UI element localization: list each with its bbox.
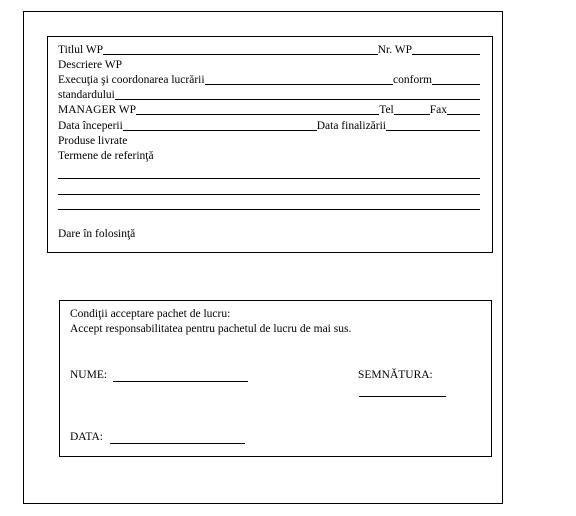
acceptance-heading: Condiţii acceptare pachet de lucru: — [70, 308, 231, 320]
wp-number-field[interactable] — [412, 54, 480, 55]
wp-title-field[interactable] — [103, 54, 378, 55]
reference-terms-line-2[interactable] — [58, 194, 480, 195]
reference-terms-line-3[interactable] — [58, 209, 480, 210]
date-field[interactable] — [110, 443, 245, 444]
reference-terms-row — [58, 149, 480, 163]
manager-label: MANAGER WP — [58, 104, 137, 116]
acceptance-statement: Accept responsabilitatea pentru pachetul de lucru de mai sus. — [70, 323, 352, 335]
title-row — [58, 43, 480, 57]
description-row — [58, 58, 480, 72]
execution-label: Execuţia şi coordonarea lucrării — [58, 74, 205, 86]
date-label: DATA: — [70, 431, 103, 443]
execution-row — [58, 73, 480, 87]
deliverables-row — [58, 134, 480, 148]
name-field[interactable] — [113, 381, 248, 382]
tel-label: Tel — [379, 104, 394, 116]
end-date-field[interactable] — [386, 130, 480, 131]
fax-field[interactable] — [447, 114, 480, 115]
end-date-label: Data finalizării — [316, 120, 386, 132]
deliverables-label: Produse livrate — [58, 135, 128, 147]
acceptance-form — [59, 300, 492, 457]
conform-field[interactable] — [432, 84, 480, 85]
standard-row — [58, 88, 480, 102]
start-date-label: Data începerii — [58, 120, 123, 132]
execution-field[interactable] — [205, 84, 393, 85]
reference-terms-line-1[interactable] — [58, 178, 480, 179]
handover-label: Dare în folosinţă — [58, 228, 136, 240]
manager-row — [58, 103, 480, 117]
reference-terms-label: Termene de referinţă — [58, 150, 154, 162]
fax-label: Fax — [429, 104, 447, 116]
signature-field[interactable] — [359, 396, 446, 397]
signature-label: SEMNĂTURA: — [358, 369, 433, 381]
wp-title-label: Titlul WP — [58, 44, 104, 56]
wp-number-label: Nr. WP — [377, 44, 412, 56]
work-package-form — [47, 36, 493, 253]
name-label: NUME: — [70, 369, 108, 381]
handover-row — [58, 227, 480, 241]
conform-label: conform — [393, 74, 432, 86]
dates-row — [58, 119, 480, 133]
wp-description-label: Descriere WP — [58, 59, 122, 71]
standard-label: standardului — [58, 89, 115, 101]
manager-field[interactable] — [136, 114, 379, 115]
standard-field[interactable] — [115, 99, 480, 100]
start-date-field[interactable] — [123, 130, 317, 131]
tel-field[interactable] — [394, 114, 430, 115]
